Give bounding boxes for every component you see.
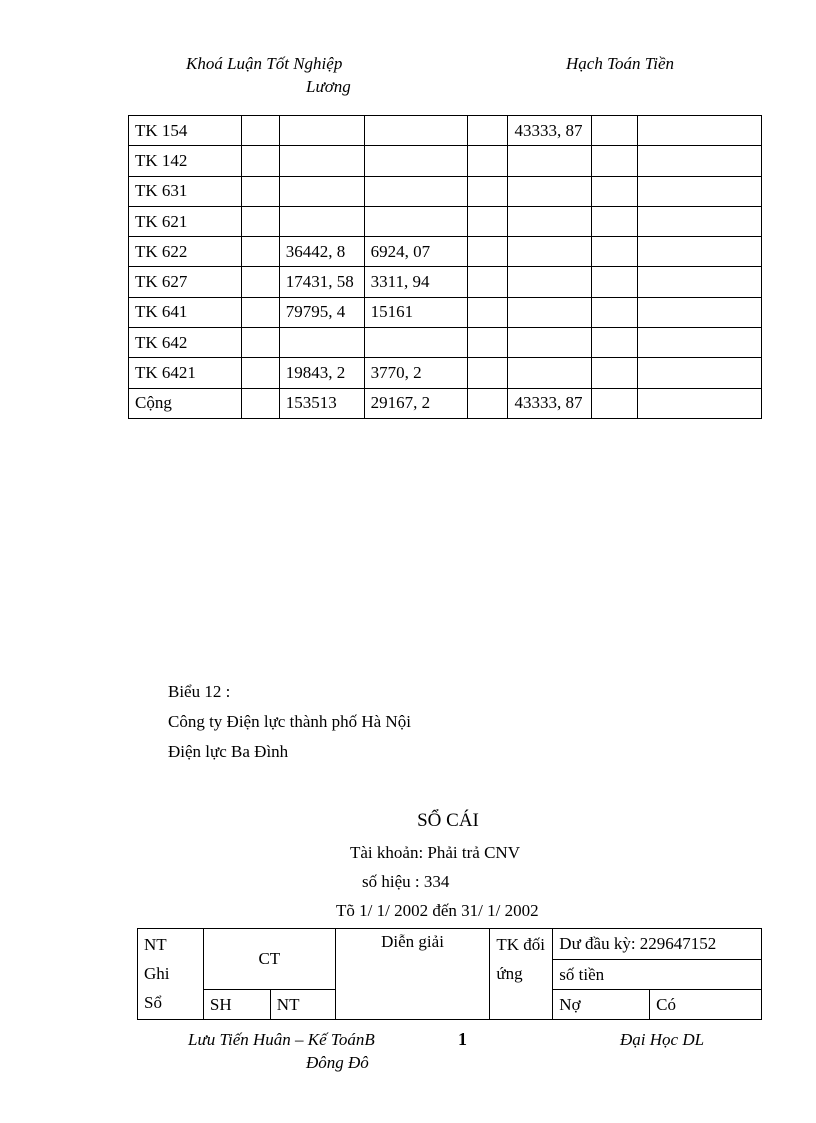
table-cell: [592, 237, 638, 267]
page-number: 1: [458, 1029, 467, 1049]
ledger-col-desc: Diễn giải: [335, 929, 490, 1020]
table-cell: 43333, 87: [508, 388, 592, 418]
table-cell: [592, 206, 638, 236]
table-cell: [467, 176, 508, 206]
table-cell: [638, 146, 762, 176]
table-cell: 43333, 87: [508, 116, 592, 146]
ledger-amount-header: số tiền: [553, 960, 762, 990]
table-cell: [508, 146, 592, 176]
table-cell: [241, 328, 279, 358]
table-cell: [638, 116, 762, 146]
table-cell: TK 622: [129, 237, 242, 267]
table-cell: [241, 237, 279, 267]
allocation-table: [128, 115, 762, 419]
company-name: Công ty Điện lực thành phố Hà Nội: [168, 712, 411, 731]
table-cell: [508, 267, 592, 297]
ledger-col-tk: TK đối ứng: [490, 929, 553, 1020]
table-cell: [508, 176, 592, 206]
table-cell: [508, 328, 592, 358]
table-cell: TK 621: [129, 206, 242, 236]
table-cell: 79795, 4: [279, 297, 364, 327]
table-cell: TK 154: [129, 116, 242, 146]
table-cell: [508, 358, 592, 388]
table-cell: [241, 267, 279, 297]
table-cell: [592, 297, 638, 327]
table-cell: [364, 146, 467, 176]
table-cell: [508, 297, 592, 327]
table-cell: TK 627: [129, 267, 242, 297]
table-cell: [364, 206, 467, 236]
table-cell: [467, 358, 508, 388]
table-cell: [467, 116, 508, 146]
table-cell: [364, 176, 467, 206]
table-cell: [508, 237, 592, 267]
footer-left-line1: Lưu Tiến Huân – Kế ToánB: [188, 1030, 375, 1049]
table-row: [129, 297, 762, 327]
table-cell: [592, 267, 638, 297]
footer-left-line2: Đông Đô: [306, 1053, 369, 1072]
ledger-col-debit: Nợ: [553, 990, 650, 1020]
ledger-col-ct: CT: [203, 929, 335, 990]
table-cell: [364, 328, 467, 358]
table-cell: [592, 176, 638, 206]
ledger-period: Tõ 1/ 1/ 2002 đến 31/ 1/ 2002: [336, 901, 539, 920]
table-cell: [638, 237, 762, 267]
table-cell: TK 6421: [129, 358, 242, 388]
table-row: [129, 146, 762, 176]
table-cell: 36442, 8: [279, 237, 364, 267]
table-cell: [467, 328, 508, 358]
ledger-code: số hiệu : 334: [362, 872, 450, 891]
table-cell: 3770, 2: [364, 358, 467, 388]
header-right: Hạch Toán Tiền: [566, 54, 675, 73]
table-cell: 3311, 94: [364, 267, 467, 297]
table-cell: [241, 358, 279, 388]
table-cell: 19843, 2: [279, 358, 364, 388]
header-left-line1: Khoá Luận Tốt Nghiệp: [186, 54, 343, 73]
table-row: [129, 176, 762, 206]
table-cell: [638, 176, 762, 206]
table-cell: [638, 267, 762, 297]
table-cell: [467, 206, 508, 236]
table-cell: 15161: [364, 297, 467, 327]
table-cell: TK 641: [129, 297, 242, 327]
table-cell: [241, 116, 279, 146]
table-cell: [467, 267, 508, 297]
header-left-line2: Lương: [306, 77, 351, 96]
table-cell: 6924, 07: [364, 237, 467, 267]
table-cell: [241, 176, 279, 206]
table-cell: [592, 358, 638, 388]
ledger-opening-balance: Dư đầu kỳ: 229647152: [553, 929, 762, 960]
table-cell: [508, 206, 592, 236]
table-cell: [592, 328, 638, 358]
table-cell: [279, 206, 364, 236]
table-cell: [364, 116, 467, 146]
ledger-col-nt: NT Ghi Sổ: [138, 929, 204, 1020]
table-cell: [279, 146, 364, 176]
ledger-table: [137, 928, 762, 1020]
table-row: [129, 237, 762, 267]
table-cell: [241, 206, 279, 236]
branch-name: Điện lực Ba Đình: [168, 742, 289, 761]
table-cell: [467, 388, 508, 418]
ledger-col-credit: Có: [650, 990, 762, 1020]
table-row: [129, 358, 762, 388]
ledger-title: SỔ CÁI: [417, 810, 479, 831]
table-cell: [467, 237, 508, 267]
table-cell: [592, 388, 638, 418]
table-cell: [592, 116, 638, 146]
table-cell: [241, 388, 279, 418]
table-cell: [279, 176, 364, 206]
table-cell: 153513: [279, 388, 364, 418]
table-cell: 17431, 58: [279, 267, 364, 297]
table-cell: [279, 116, 364, 146]
table-row: [129, 116, 762, 146]
table-cell: 29167, 2: [364, 388, 467, 418]
table-cell: TK 642: [129, 328, 242, 358]
ledger-col-nt-sub: NT: [270, 990, 335, 1020]
table-cell: TK 631: [129, 176, 242, 206]
table-cell: [241, 297, 279, 327]
table-cell: [638, 297, 762, 327]
ledger-account: Tài khoản: Phải trả CNV: [350, 843, 520, 862]
form-label: Biểu 12 :: [168, 682, 231, 701]
table-row: [129, 267, 762, 297]
table-cell: [638, 388, 762, 418]
table-cell: [241, 146, 279, 176]
table-row: [129, 388, 762, 418]
table-cell: [467, 146, 508, 176]
footer-right: Đại Học DL: [620, 1030, 705, 1049]
table-cell: Cộng: [129, 388, 242, 418]
table-cell: TK 142: [129, 146, 242, 176]
ledger-col-sh: SH: [203, 990, 270, 1020]
table-cell: [467, 297, 508, 327]
table-cell: [592, 146, 638, 176]
table-row: [129, 206, 762, 236]
table-cell: [279, 328, 364, 358]
table-row: [129, 328, 762, 358]
table-cell: [638, 206, 762, 236]
table-cell: [638, 358, 762, 388]
table-cell: [638, 328, 762, 358]
